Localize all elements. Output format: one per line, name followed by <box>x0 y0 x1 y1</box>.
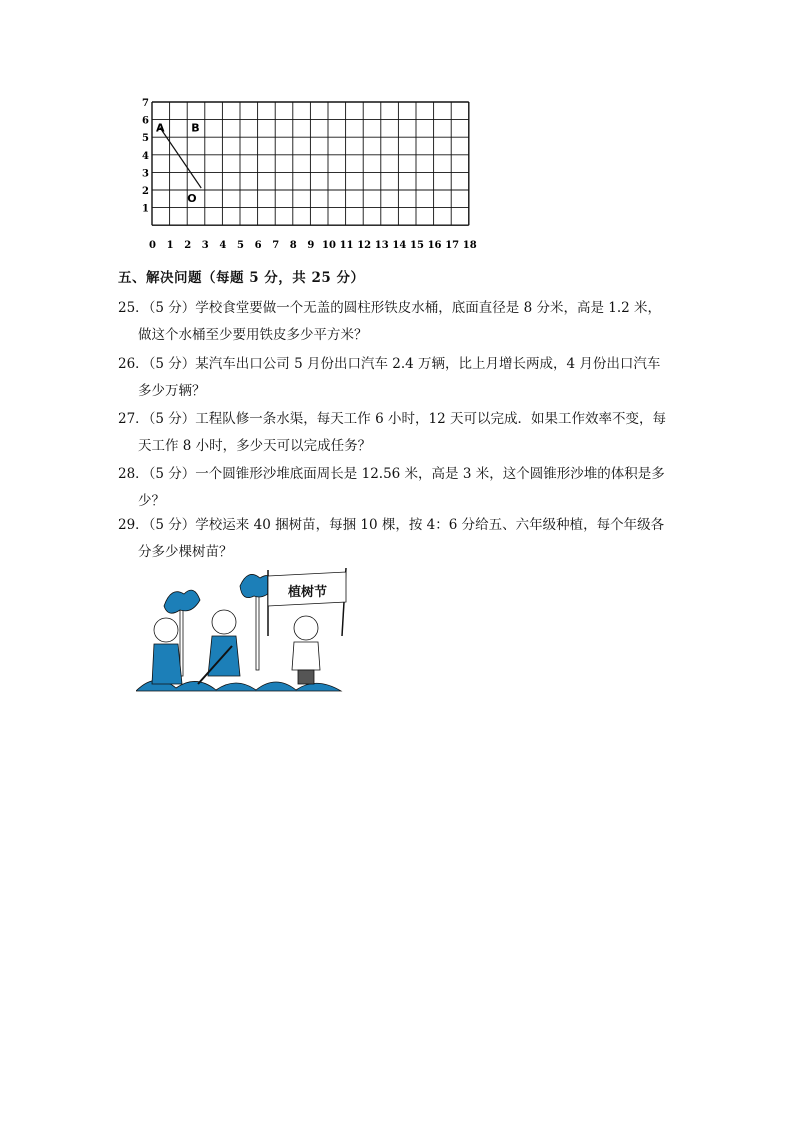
tree-planting-illustration <box>136 566 356 698</box>
point-label-b: B <box>191 121 200 135</box>
y-tick-label: 7 <box>142 98 149 109</box>
y-tick-label: 3 <box>142 168 149 180</box>
y-tick-label: 1 <box>142 203 149 215</box>
problem-29 <box>118 512 678 566</box>
x-tick-label: 1 <box>166 240 174 251</box>
x-tick-label: 0 <box>149 240 156 251</box>
coordinate-grid <box>138 94 478 256</box>
segment-a-o <box>160 128 201 188</box>
x-tick-label: 2 <box>184 240 192 251</box>
y-axis-labels <box>142 98 149 215</box>
y-tick-label: 2 <box>142 186 149 197</box>
x-tick-label: 5 <box>237 240 244 251</box>
section-title: 五、解决问题（每题 5 分，共 25 分） <box>118 270 365 286</box>
point-labels <box>156 122 200 205</box>
x-tick-label: 9 <box>307 240 315 251</box>
y-tick-label: 4 <box>142 150 149 162</box>
child-right-head <box>294 616 318 640</box>
problem-26-line2: 多少万辆？ <box>138 383 206 399</box>
banner-text: 植树节 <box>288 585 328 600</box>
problem-25-line1: 25．（5 分）学校食堂要做一个无盖的圆柱形铁皮水桶，底面直径是 8 分米，高是 1.2 米， <box>118 300 662 316</box>
x-tick-label: 11 <box>339 240 354 251</box>
y-tick-label: 5 <box>142 133 149 145</box>
x-tick-label: 3 <box>201 240 209 251</box>
x-tick-label: 13 <box>374 240 389 251</box>
x-tick-label: 10 <box>322 240 336 251</box>
problem-25-line2: 做这个水桶至少要用铁皮多少平方米？ <box>138 327 368 343</box>
problem-28-line2: 少？ <box>138 493 165 509</box>
x-tick-label: 18 <box>462 240 477 251</box>
problem-28-line1: 28．（5 分）一个圆锥形沙堆底面周长是 12.56 米，高是 3 米，这个圆锥形沙堆的体积是多 <box>118 466 665 482</box>
x-axis-labels <box>149 240 477 251</box>
problem-26-line1: 26．（5 分）某汽车出口公司 5 月份出口汽车 2.4 万辆，比上月增长两成，4 月份出口汽车 <box>118 356 661 372</box>
child-middle-head <box>212 610 236 634</box>
point-label-a: A <box>156 121 165 135</box>
problem-27 <box>118 406 678 460</box>
tree-left-icon <box>164 590 200 613</box>
y-tick-label: 6 <box>142 115 149 127</box>
x-tick-label: 4 <box>219 240 227 251</box>
x-tick-label: 14 <box>392 240 407 251</box>
x-tick-label: 8 <box>289 240 297 251</box>
problem-29-line2: 分多少棵树苗？ <box>138 544 233 560</box>
problem-26 <box>118 351 678 405</box>
problem-28 <box>118 461 678 515</box>
problem-29-line1: 29．（5 分）学校运来 40 捆树苗，每捆 10 棵，按 4：6 分给五、六年级种植，每个年级各 <box>118 517 665 533</box>
child-left-head <box>154 618 178 642</box>
x-tick-label: 17 <box>445 240 460 251</box>
x-tick-label: 12 <box>357 240 372 251</box>
problem-27-line1: 27．（5 分）工程队修一条水渠，每天工作 6 小时，12 天可以完成．如果工作效率不变，每 <box>118 411 666 427</box>
grid-lines <box>152 102 469 225</box>
child-right-body <box>292 642 320 670</box>
x-tick-label: 6 <box>254 240 262 251</box>
x-tick-label: 15 <box>410 240 424 251</box>
problem-27-line2: 天工作 8 小时，多少天可以完成任务？ <box>138 438 372 454</box>
child-left-body <box>152 644 182 684</box>
x-tick-label: 16 <box>427 240 442 251</box>
x-tick-label: 7 <box>272 240 280 251</box>
problem-25 <box>118 295 678 349</box>
point-label-o: O <box>187 192 197 205</box>
bucket-icon <box>298 670 314 684</box>
